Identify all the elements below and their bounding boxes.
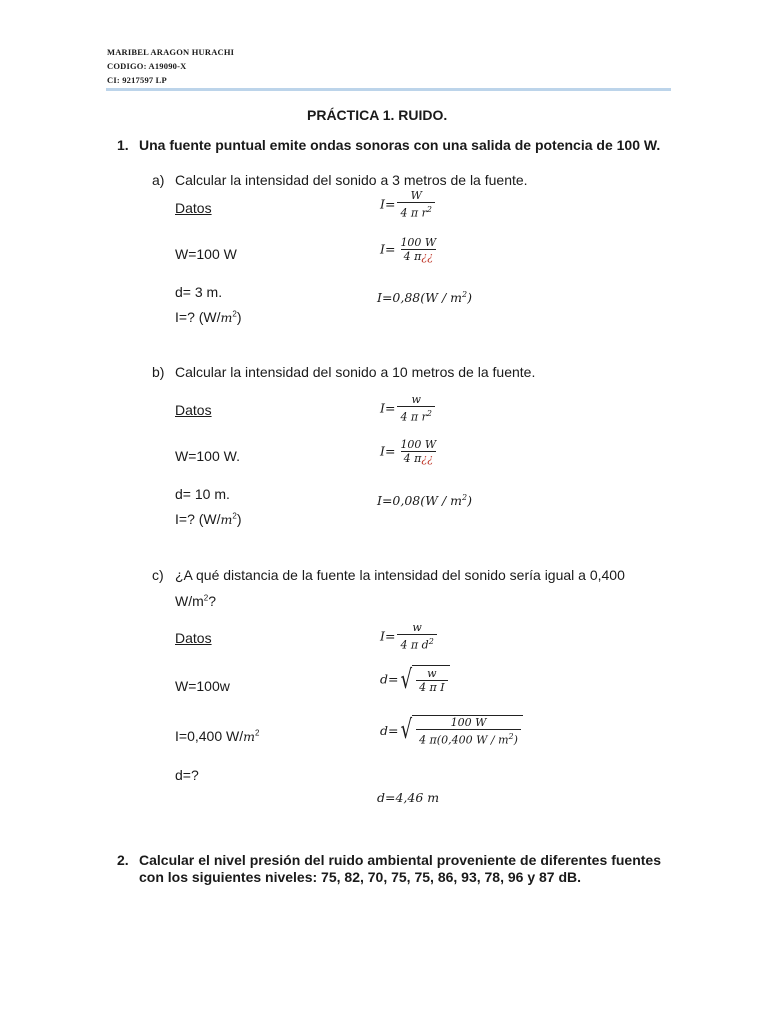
part-c-distance: d=? xyxy=(175,767,199,783)
part-a-formula-2: I= $\frac{100 W}{4 \pi¿¿}$ xyxy=(380,236,437,263)
part-b-formula-1: I= $\frac{w}{4 \pi r^2}$ xyxy=(380,393,435,425)
part-b-datos: Datos xyxy=(175,402,212,418)
header-divider xyxy=(106,88,671,91)
part-a-distance: d= 3 m. xyxy=(175,284,223,300)
part-b-power: W=100 W. xyxy=(175,448,240,464)
part-c-datos: Datos xyxy=(175,630,212,646)
part-a-text: Calcular la intensidad del sonido a 3 metros de la fuente. xyxy=(175,172,528,188)
part-c-text-line-2: $W/m^2$? xyxy=(175,593,217,609)
question-2-text: Calcular el nivel presión del ruido ambiental proveniente de diferentes fuentes con los siguientes niveles: 75, 82, 70, 75, 75, 86, 93, 78, 96 y 87 dB. xyxy=(139,852,661,885)
part-c-label: c) xyxy=(152,567,164,583)
part-a-result: $I=0,88(W / m^2)$ xyxy=(377,290,472,306)
part-c-power: W=100w xyxy=(175,678,230,694)
part-a-formula-1: I= $\frac{W}{4 \pi r^2}$ xyxy=(380,189,435,221)
part-b-formula-2: I= $\frac{100 W}{4 \pi¿¿}$ xyxy=(380,438,437,465)
part-b-text: Calcular la intensidad del sonido a 10 metros de la fuente. xyxy=(175,364,536,380)
student-ci: CI: 9217597 LP xyxy=(107,75,167,85)
question-1-number: 1. xyxy=(117,137,129,153)
question-1-text: Una fuente puntual emite ondas sonoras con una salida de potencia de 100 W. xyxy=(139,137,661,153)
part-a-label: a) xyxy=(152,172,165,188)
student-code: CODIGO: A19090-X xyxy=(107,61,187,71)
part-a-power: W=100 W xyxy=(175,246,237,262)
part-c-formula-3: d= √ $\frac{100 W}{4 \pi(0,400 W / m^2)}$ xyxy=(380,715,523,748)
page-title: PRÁCTICA 1. RUIDO. xyxy=(307,107,448,123)
part-c-text-line-1: ¿A qué distancia de la fuente la intensidad del sonido sería igual a 0,400 xyxy=(175,567,625,583)
part-c-result: d=4,46 m xyxy=(377,790,440,805)
part-a-datos: Datos xyxy=(175,200,212,216)
part-c-formula-2: d= √ $\frac{w}{\text{4 π I}}$ xyxy=(380,665,450,695)
part-b-label: b) xyxy=(152,364,165,380)
part-c-intensity: I=0,400 $W/m^2$ xyxy=(175,728,260,744)
part-a-unknown: I=? $(W/m^2)$ xyxy=(175,309,242,325)
part-c-formula-1: I= $\frac{w}{4 \pi d^2}$ xyxy=(380,621,437,653)
question-2-number: 2. xyxy=(117,852,129,868)
part-b-result: $I=0,08(W / m^2)$ xyxy=(377,493,472,509)
part-b-distance: d= 10 m. xyxy=(175,486,230,502)
author-name: MARIBEL ARAGON HURACHI xyxy=(107,47,235,57)
part-b-unknown: I=? $(W/m^2)$ xyxy=(175,511,242,527)
